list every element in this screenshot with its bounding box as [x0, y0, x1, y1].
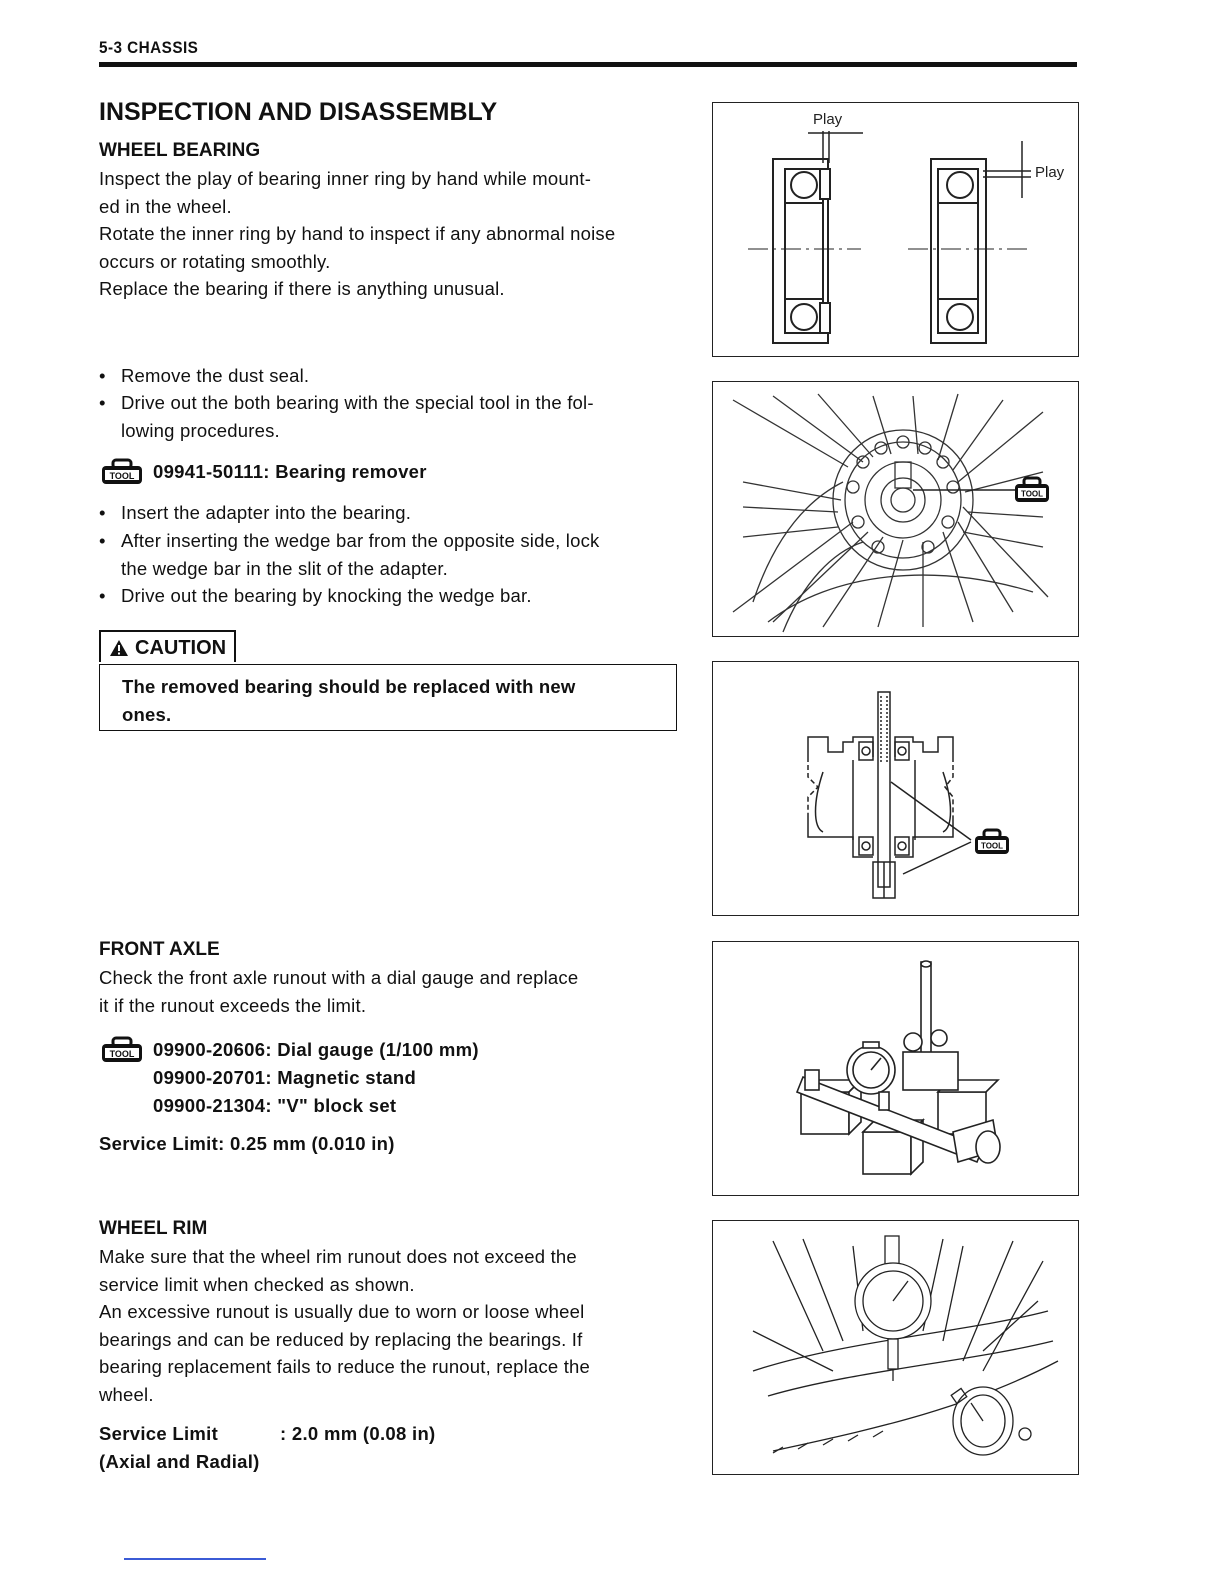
- tool-icon: [975, 830, 1009, 854]
- figure-bearing-play: [712, 102, 1079, 357]
- figure-bearing-remover: [712, 381, 1079, 637]
- header-rule: [99, 62, 1077, 67]
- tool-bearing-remover: TOOL 09941-50111: Bearing remover: [99, 458, 427, 486]
- tool-v-block-set: 09900-21304: "V" block set: [153, 1095, 397, 1116]
- page-title: INSPECTION AND DISASSEMBLY: [99, 98, 498, 126]
- wheel-rim-service-limit-label: Service Limit: [99, 1423, 219, 1444]
- caution-label: CAUTION: [99, 630, 236, 662]
- figure-wedge-bar: [712, 661, 1079, 916]
- svg-text:TOOL: TOOL: [109, 471, 135, 481]
- play-label-radial: Play: [1035, 164, 1065, 181]
- wheel-rim-limit-note: (Axial and Radial): [99, 1451, 260, 1472]
- tool-icon: [99, 458, 145, 486]
- figure-rim-runout: [712, 1220, 1079, 1475]
- figure-axle-runout: [712, 941, 1079, 1196]
- bullet-drive-out: • Drive out the both bearing with the special tool in the fol- lowing procedures.: [99, 389, 703, 444]
- wheel-rim-heading: WHEEL RIM: [99, 1218, 208, 1239]
- bullet-wedge-bar: • After inserting the wedge bar from the opposite side, lock the wedge bar in the slit of the adapter.: [99, 527, 703, 582]
- svg-text:TOOL: TOOL: [109, 1049, 135, 1059]
- front-axle-text: Check the front axle runout with a dial gauge and replace it if the runout exceeds the limit.: [99, 967, 579, 1016]
- warning-icon: [109, 639, 129, 657]
- bearing-right-diagram: [931, 159, 986, 343]
- wheel-bearing-heading: WHEEL BEARING: [99, 140, 261, 161]
- svg-text:TOOL: TOOL: [980, 841, 1004, 851]
- front-axle-tools: [99, 1036, 479, 1120]
- bearing-left-diagram: [773, 159, 830, 343]
- section-header: 5-3 CHASSIS: [99, 38, 199, 57]
- tool-magnetic-stand: 09900-20701: Magnetic stand: [153, 1067, 417, 1088]
- tool-dial-gauge: 09900-20606: Dial gauge (1/100 mm): [153, 1039, 479, 1060]
- page-link-underline: [124, 1558, 266, 1560]
- bullet-remove-dust-seal: • Remove the dust seal.: [99, 362, 703, 390]
- tool-icon: [99, 1036, 145, 1064]
- svg-text:TOOL: TOOL: [1020, 489, 1044, 499]
- caution-box: The removed bearing should be replaced with new ones.: [99, 664, 677, 731]
- wheel-rim-service-limit-value: : 2.0 mm (0.08 in): [280, 1423, 436, 1444]
- tool-icon: [1015, 478, 1049, 502]
- bullet-knock-wedge: • Drive out the bearing by knocking the wedge bar.: [99, 582, 703, 610]
- wheel-bearing-text: Inspect the play of bearing inner ring by hand while mount- ed in the wheel. Rotate the inner ring by hand to inspect if any abnormal noise occurs or rotating smoothly. Replace the bearing if there is anything unusual.: [99, 168, 616, 299]
- play-label-axial: Play: [813, 111, 843, 128]
- front-axle-service-limit: Service Limit: 0.25 mm (0.010 in): [99, 1133, 395, 1154]
- bullet-insert-adapter: • Insert the adapter into the bearing.: [99, 499, 703, 527]
- front-axle-heading: FRONT AXLE: [99, 939, 220, 960]
- wheel-rim-text: Make sure that the wheel rim runout does not exceed the service limit when checked as shown. An excessive runout is usually due to worn or loose wheel bearings and can be reduced by replacing the bearings. If bearing replacement fails to reduce the runout, replace the wheel.: [99, 1246, 591, 1405]
- wheel-spokes-drawing: [733, 394, 1048, 632]
